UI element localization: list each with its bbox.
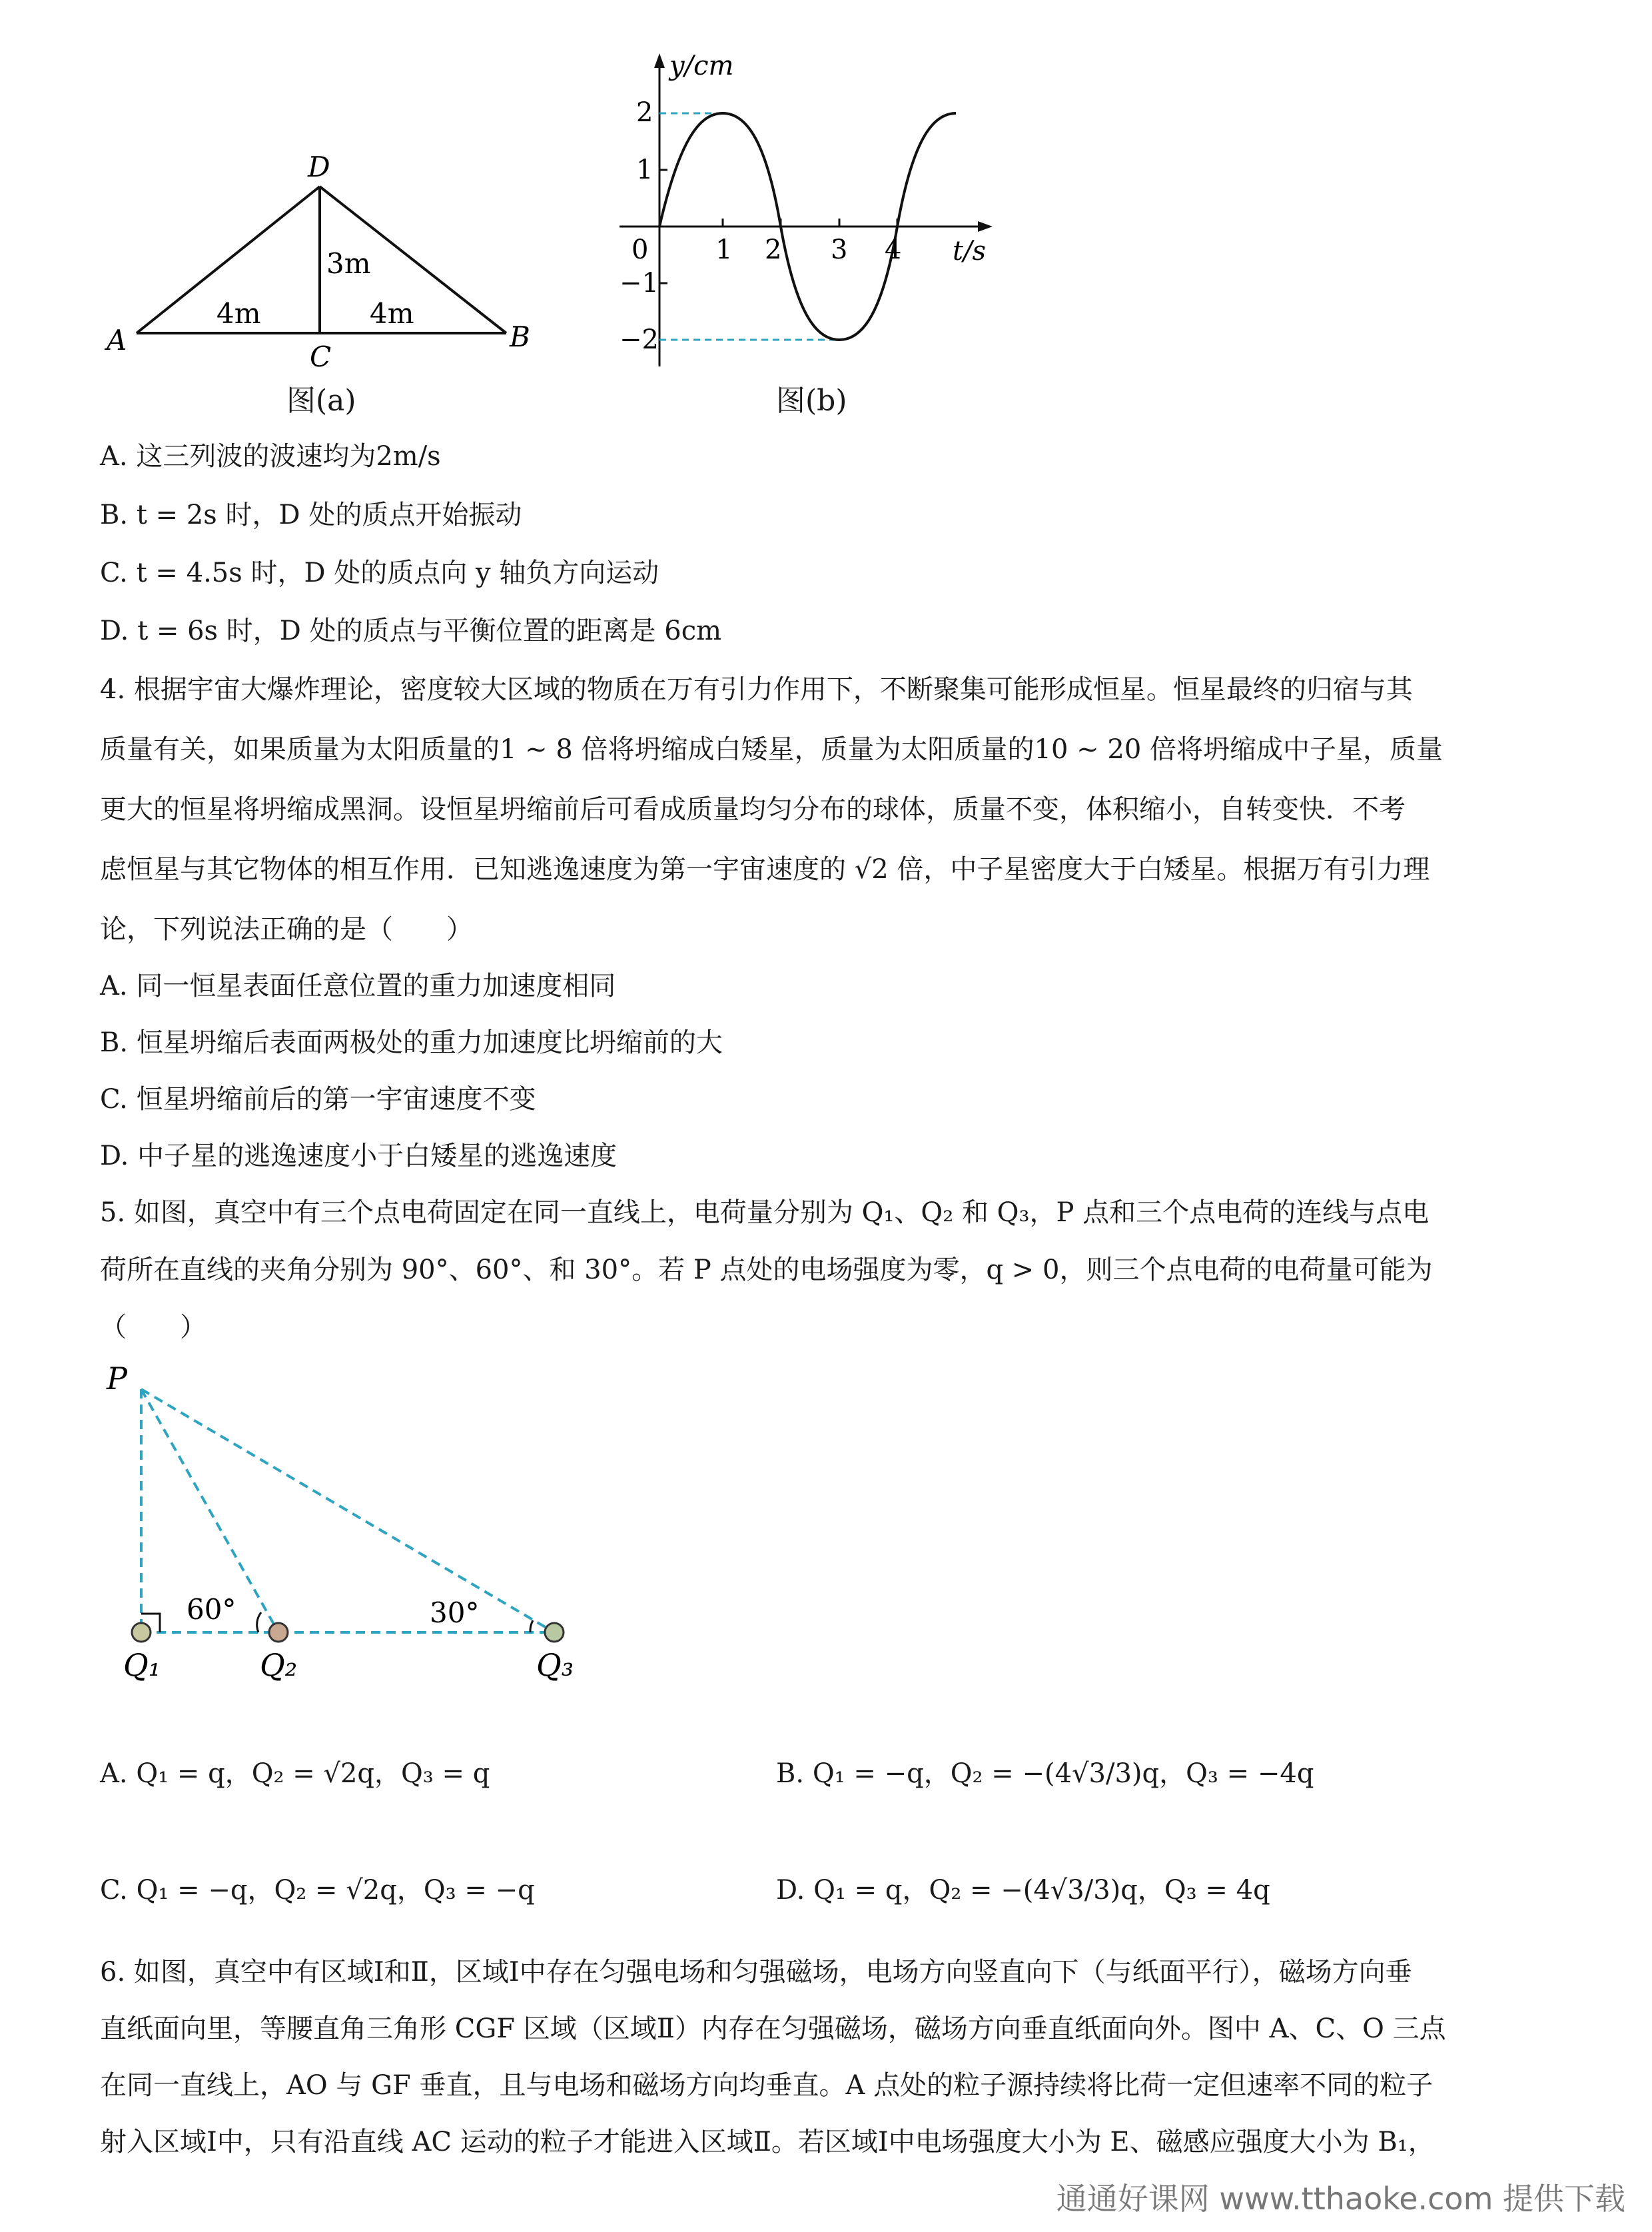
- x-tick-0: 0: [631, 235, 649, 265]
- label-a: A: [107, 324, 127, 356]
- q4-option-b: B. 恒星坍缩后表面两极处的重力加速度比坍缩前的大: [100, 1027, 723, 1058]
- q4-option-c: C. 恒星坍缩前后的第一宇宙速度不变: [100, 1084, 536, 1115]
- label-c: C: [310, 340, 332, 373]
- q5-line-1: 5. 如图，真空中有三个点电荷固定在同一直线上，电荷量分别为 Q₁、Q₂ 和 Q₃，P 点和三个点电荷的连线与点电: [100, 1197, 1430, 1228]
- q4-option-a: A. 同一恒星表面任意位置的重力加速度相同: [100, 971, 616, 1001]
- label-q3: Q₃: [536, 1647, 574, 1683]
- q5-option-a: A. Q₁ = q，Q₂ = √2q，Q₃ = q: [100, 1758, 490, 1789]
- q3-option-a: A. 这三列波的波速均为2m/s: [100, 441, 441, 472]
- q4-line-1: 4. 根据宇宙大爆炸理论，密度较大区域的物质在万有引力作用下，不断聚集可能形成恒星。恒星最终的归宿与其: [100, 674, 1413, 705]
- watermark: 通通好课网 www.tthaoke.com 提供下载: [1056, 2181, 1625, 2217]
- label-b: B: [510, 320, 530, 353]
- q4-line-2: 质量有关，如果质量为太阳质量的1 ~ 8 倍将坍缩成白矮星，质量为太阳质量的10 ~ 20 倍将坍缩成中子星，质量: [100, 734, 1444, 765]
- x-tick-3: 3: [831, 235, 848, 265]
- q5-line-2: 荷所在直线的夹角分别为 90°、60°、和 30°。若 P 点处的电场强度为零，q > 0，则三个点电荷的电荷量可能为: [100, 1255, 1433, 1285]
- q3-option-c: C. t = 4.5s 时，D 处的质点向 y 轴负方向运动: [100, 558, 659, 588]
- q4-line-3: 更大的恒星将坍缩成黑洞。设恒星坍缩前后可看成质量均匀分布的球体，质量不变，体积缩小，自转变快．不考: [100, 794, 1406, 825]
- y-axis-label: y/cm: [669, 51, 734, 81]
- dim-cb: 4m: [370, 297, 414, 330]
- dim-ac: 4m: [216, 297, 261, 330]
- figure-a-caption: 图(a): [286, 384, 356, 418]
- label-angle-30: 30°: [430, 1596, 480, 1629]
- q6-line-2: 直纸面向里，等腰直角三角形 CGF 区域（区域Ⅱ）内存在匀强磁场，磁场方向垂直纸面向外。图中 A、C、O 三点: [100, 2013, 1446, 2044]
- q5-option-c: C. Q₁ = −q，Q₂ = √2q，Q₃ = −q: [100, 1875, 535, 1906]
- label-q2: Q₂: [260, 1647, 298, 1683]
- label-q1: Q₁: [123, 1647, 161, 1683]
- figure-b: [600, 47, 1026, 393]
- q3-option-d: D. t = 6s 时，D 处的质点与平衡位置的距离是 6cm: [100, 616, 722, 646]
- y-tick-neg1: −1: [620, 268, 659, 298]
- q4-line-5: 论，下列说法正确的是（ ）: [100, 914, 473, 945]
- x-axis-label: t/s: [953, 236, 987, 267]
- y-tick-1: 1: [636, 155, 653, 185]
- q5-option-b: B. Q₁ = −q，Q₂ = −(4√3/3)q，Q₃ = −4q: [776, 1758, 1314, 1789]
- figure-q5: [93, 1359, 600, 1706]
- label-d: D: [308, 151, 330, 183]
- q6-line-3: 在同一直线上，AO 与 GF 垂直，且与电场和磁场方向均垂直。A 点处的粒子源持续将比荷一定但速率不同的粒子: [100, 2070, 1434, 2101]
- q5-line-3: （ ）: [100, 1312, 206, 1343]
- y-tick-2: 2: [636, 97, 653, 128]
- q5-option-d: D. Q₁ = q，Q₂ = −(4√3/3)q，Q₃ = 4q: [776, 1875, 1270, 1906]
- x-tick-2: 2: [765, 235, 782, 265]
- x-tick-1: 1: [715, 235, 733, 265]
- q3-option-b: B. t = 2s 时，D 处的质点开始振动: [100, 500, 522, 530]
- q4-option-d: D. 中子星的逃逸速度小于白矮星的逃逸速度: [100, 1141, 618, 1171]
- y-tick-neg2: −2: [620, 324, 659, 355]
- q6-line-1: 6. 如图，真空中有区域Ⅰ和Ⅱ，区域Ⅰ中存在匀强电场和匀强磁场，电场方向竖直向下（与纸面平行），磁场方向垂: [100, 1957, 1412, 1987]
- figure-b-caption: 图(b): [776, 384, 847, 418]
- dim-dc: 3m: [326, 247, 371, 280]
- q4-line-4: 虑恒星与其它物体的相互作用．已知逃逸速度为第一宇宙速度的 √2 倍，中子星密度大于白矮星。根据万有引力理: [100, 854, 1430, 885]
- q6-line-4: 射入区域Ⅰ中，只有沿直线 AC 运动的粒子才能进入区域Ⅱ。若区域Ⅰ中电场强度大小为 E、磁感应强度大小为 B₁，: [100, 2127, 1435, 2157]
- x-tick-4: 4: [885, 235, 902, 265]
- label-p: P: [107, 1361, 127, 1396]
- label-angle-60: 60°: [187, 1593, 236, 1626]
